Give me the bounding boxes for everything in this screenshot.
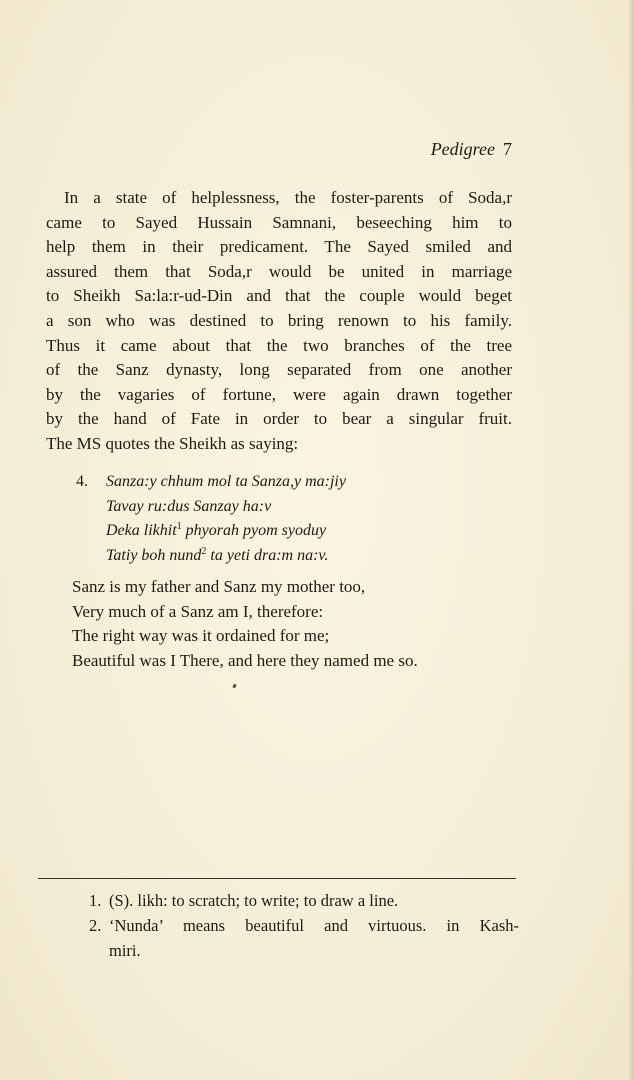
kashmiri-verse	[76, 470, 496, 568]
paragraph-line: a son who was destined to bring renown to his family.	[46, 310, 512, 330]
paragraph-line: by the hand of Fate in order to bear a singular fruit.	[46, 409, 512, 429]
footnote-item	[89, 913, 519, 963]
footnotes	[89, 888, 519, 963]
footnote-divider	[38, 878, 516, 879]
footnote-number: 2.	[89, 916, 102, 935]
paragraph-line: assured them that Soda,r would be united in marriage	[46, 261, 512, 281]
paragraph-line: of the Sanz dynasty, long separated from one another	[46, 360, 512, 380]
footnote-line: ‘Nunda’ means beautiful and virtuous. in Kash-	[109, 916, 519, 935]
verse-line-text: phyorah pyom syoduy	[181, 522, 327, 539]
paragraph-line: Thus it came about that the two branches of the tree	[46, 335, 512, 355]
running-head-title: Pedigree	[430, 139, 495, 159]
paragraph-line: help them in their predicament. The Sayed smiled and	[46, 237, 512, 257]
verse-line	[106, 519, 496, 544]
footnote-item	[89, 888, 519, 913]
verse-line-text: ta yeti dra:m na:v.	[206, 546, 329, 564]
footnote-number: 1.	[89, 891, 102, 910]
verse-line-text: Deka likhit	[106, 522, 177, 539]
running-head	[300, 139, 512, 160]
footnote-marker: 1	[176, 521, 182, 532]
page-edge-shadow	[628, 0, 634, 1080]
paragraph-line: to Sheikh Sa:la:r-ud-Din and that the couple would beget	[46, 286, 512, 306]
paragraph-line: The MS quotes the Sheikh as saying:	[46, 433, 299, 453]
translation-line: Beautiful was I There, and here they named me so.	[72, 650, 418, 670]
verse-translation	[72, 575, 512, 673]
verse-line-text: Tatiy boh nund	[106, 546, 202, 564]
paragraph-line: In a state of helplessness, the foster-parents of Soda,r	[64, 188, 512, 207]
page-number: 7	[503, 139, 512, 159]
footnote-line: miri.	[109, 941, 141, 960]
footnote-marker: 2	[201, 545, 207, 557]
footnote-line: (S). likh: to scratch; to write; to draw a line.	[109, 891, 399, 910]
translation-line: Very much of a Sanz am I, therefore:	[72, 601, 324, 621]
translation-line: The right way was it ordained for me;	[72, 626, 330, 646]
verse-line	[106, 544, 496, 569]
footnote-text	[109, 888, 519, 913]
body-paragraph	[46, 186, 512, 457]
paragraph-line: by the vagaries of fortune, were again drawn together	[46, 384, 512, 404]
footnote-text	[109, 913, 519, 963]
translation-line: Sanz is my father and Sanz my mother too,	[72, 577, 366, 596]
verse-number: 4.	[76, 473, 88, 490]
verse-line: Sanza:y chhum mol ta Sanza,y ma:jiy	[106, 473, 346, 490]
verse-lines	[106, 470, 496, 568]
paragraph-line: came to Sayed Hussain Samnani, beseeching him to	[46, 212, 512, 232]
verse-line: Tavay ru:dus Sanzay ha:v	[106, 497, 272, 515]
